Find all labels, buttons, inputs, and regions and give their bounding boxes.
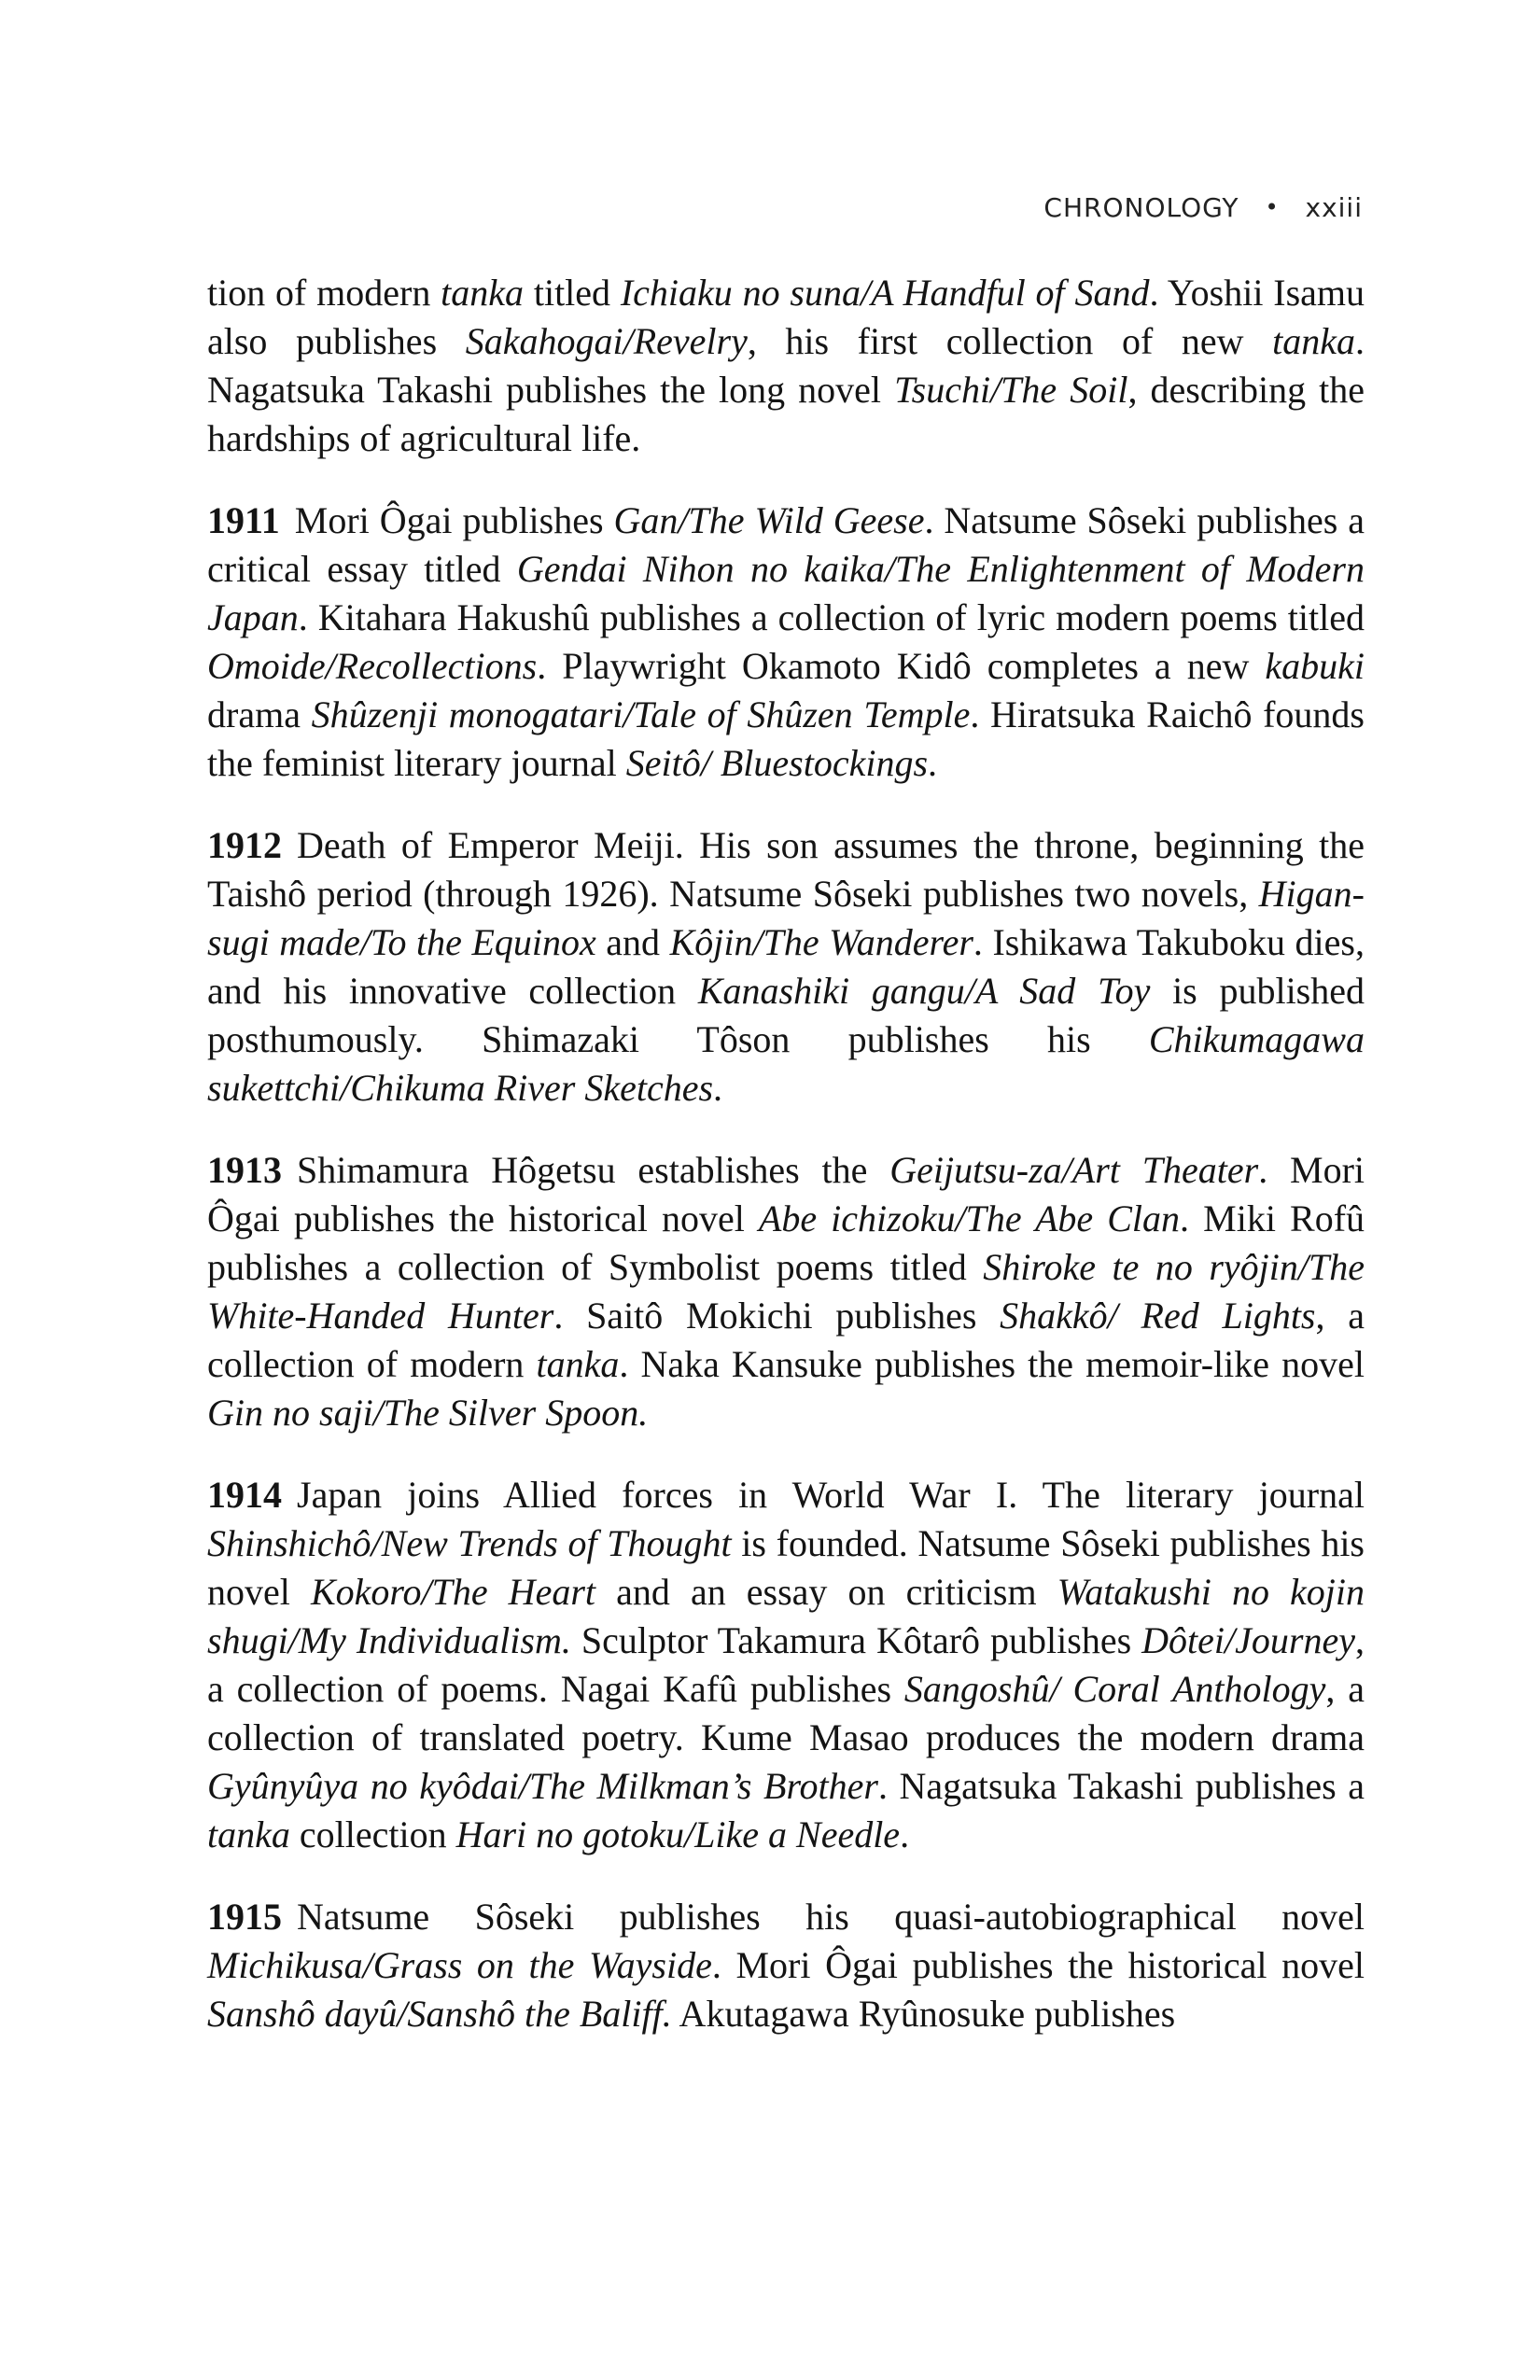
entry-text: drama: [207, 693, 312, 735]
italic-title-text: Kanashiki gangu/A Sad Toy: [697, 970, 1151, 1012]
entry-text: and an essay on criticism: [595, 1571, 1057, 1613]
entry-text: . Naka Kansuke publishes the memoir-like novel: [619, 1343, 1365, 1385]
entry-text: tion of modern: [207, 272, 441, 314]
italic-title-text: Kôjin/The Wanderer: [669, 921, 973, 963]
entry-text: . Playwright Okamoto Kidô completes a new: [537, 645, 1266, 687]
italic-title-text: Chikumagawa sukettchi/Chikuma River Sketches: [207, 1018, 1365, 1109]
italic-title-text: Geijutsu-za/Art Theater: [889, 1149, 1259, 1191]
entry-text: Sculptor Takamura Kôtarô publishes: [570, 1619, 1142, 1661]
entry-year: 1915: [207, 1896, 282, 1938]
entry-text: titled: [524, 272, 621, 314]
chronology-entry: [207, 269, 1365, 463]
entry-text: , a collection of poems. Nagai Kafû publishes: [207, 1619, 1365, 1710]
entry-text: .: [928, 742, 938, 784]
entry-text: .: [713, 1067, 723, 1109]
entry-text: . Nagatsuka Takashi publishes the long novel: [207, 320, 1365, 411]
entry-text: . Hiratsuka Raichô founds the feminist literary journal: [207, 693, 1365, 784]
chronology-body: [207, 269, 1365, 2072]
italic-title-text: Shiroke te no ryôjin/The White-Handed Hunter: [207, 1246, 1365, 1337]
italic-title-text: Shûzenji monogatari/Tale of Shûzen Temple: [311, 693, 971, 735]
italic-title-text: Shakkô/ Red Lights: [1000, 1295, 1316, 1337]
entry-year: 1912: [207, 824, 282, 866]
entry-text: . Natsume Sôseki publishes a critical essay titled: [207, 499, 1365, 590]
entry-text: Natsume Sôseki publishes his quasi-autobiographical novel: [297, 1896, 1365, 1938]
italic-title-text: Abe ichizoku/The Abe Clan: [758, 1197, 1181, 1239]
italic-title-text: Ichiaku no suna/A Handful of Sand: [620, 272, 1150, 314]
italic-title-text: Tsuchi/The Soil: [894, 369, 1128, 411]
italic-title-text: Dôtei/Journey: [1141, 1619, 1355, 1661]
italic-title-text: Michikusa/Grass on the Wayside: [207, 1944, 712, 1986]
entry-text: . Kitahara Hakushû publishes a collection of lyric modern poems titled: [298, 596, 1365, 638]
italic-title-text: Omoide/Recollections: [207, 645, 538, 687]
chronology-entry: [207, 821, 1365, 1113]
italic-title-text: kabuki: [1265, 645, 1365, 687]
italic-title-text: Hari no gotoku/Like a Needle: [455, 1813, 901, 1855]
entry-text: is founded. Natsume Sôseki publishes his novel: [207, 1522, 1365, 1613]
italic-title-text: tanka: [536, 1343, 620, 1385]
section-title: CHRONOLOGY: [1043, 192, 1239, 223]
italic-title-text: Gan/The Wild Geese: [613, 499, 925, 541]
entry-text: .: [900, 1813, 910, 1855]
chronology-entry: [207, 1146, 1365, 1437]
entry-text: , his first collection of new: [747, 320, 1273, 362]
entry-text: Akutagawa Ryûnosuke publishes: [671, 1993, 1176, 2035]
italic-title-text: Gendai Nihon no kaika/The Enlightenment of Modern Japan: [207, 548, 1365, 638]
entry-text: Death of Emperor Meiji. His son assumes the throne, beginning the Taishô period (through 1926). Natsume Sôseki publishes two novels,: [207, 824, 1365, 915]
entry-text: . Miki Rofû publishes a collection of Symbolist poems titled: [207, 1197, 1365, 1288]
italic-title-text: tanka: [1272, 320, 1355, 362]
entry-year: 1913: [207, 1149, 282, 1191]
italic-title-text: Gin no saji/The Silver Spoon.: [207, 1392, 649, 1434]
entry-text: is published posthumously. Shimazaki Tôson publishes his: [207, 970, 1365, 1060]
entry-text: . Mori Ôgai publishes the historical novel: [711, 1944, 1365, 1986]
entry-text: . Ishikawa Takuboku dies, and his innovative collection: [207, 921, 1365, 1012]
italic-title-text: tanka: [441, 272, 525, 314]
running-head: [1043, 192, 1363, 223]
chronology-entry: [207, 1893, 1365, 2038]
entry-text: Mori Ôgai publishes: [294, 499, 614, 541]
italic-title-text: Seitô/ Bluestockings: [625, 742, 929, 784]
italic-title-text: tanka: [207, 1813, 290, 1855]
italic-title-text: Higan-sugi made/To the Equinox: [207, 873, 1365, 963]
entry-text: collection: [289, 1813, 456, 1855]
italic-title-text: Sakahogai/Revelry: [465, 320, 748, 362]
chronology-entry: [207, 497, 1365, 788]
entry-year: 1914: [207, 1474, 282, 1516]
entry-text: , a collection of modern: [207, 1295, 1365, 1385]
italic-title-text: Shinshichô/New Trends of Thought: [207, 1522, 732, 1564]
italic-title-text: Watakushi no kojin shugi/My Individualism.: [207, 1571, 1365, 1661]
entry-text: Japan joins Allied forces in World War I. The literary journal: [297, 1474, 1365, 1516]
entry-text: , describing the hardships of agricultural life.: [207, 369, 1365, 459]
italic-title-text: Sanshô dayû/Sanshô the Baliff.: [207, 1993, 672, 2035]
italic-title-text: Sangoshû/ Coral Anthology: [903, 1668, 1326, 1710]
entry-text: . Yoshii Isamu also publishes: [207, 272, 1365, 362]
entry-text: , a collection of translated poetry. Kume Masao produces the modern drama: [207, 1668, 1365, 1758]
bullet-separator: •: [1265, 194, 1280, 220]
entry-year: 1911: [207, 499, 280, 541]
page-number: xxiii: [1305, 192, 1363, 223]
chronology-entry: [207, 1471, 1365, 1859]
entry-text: Shimamura Hôgetsu establishes the: [297, 1149, 890, 1191]
italic-title-text: Kokoro/The Heart: [310, 1571, 596, 1613]
entry-text: and: [595, 921, 670, 963]
italic-title-text: Gyûnyûya no kyôdai/The Milkman’s Brother: [207, 1765, 878, 1807]
entry-text: . Saitô Mokichi publishes: [553, 1295, 1001, 1337]
entry-text: . Mori Ôgai publishes the historical novel: [207, 1149, 1365, 1239]
entry-text: . Nagatsuka Takashi publishes a: [877, 1765, 1365, 1807]
